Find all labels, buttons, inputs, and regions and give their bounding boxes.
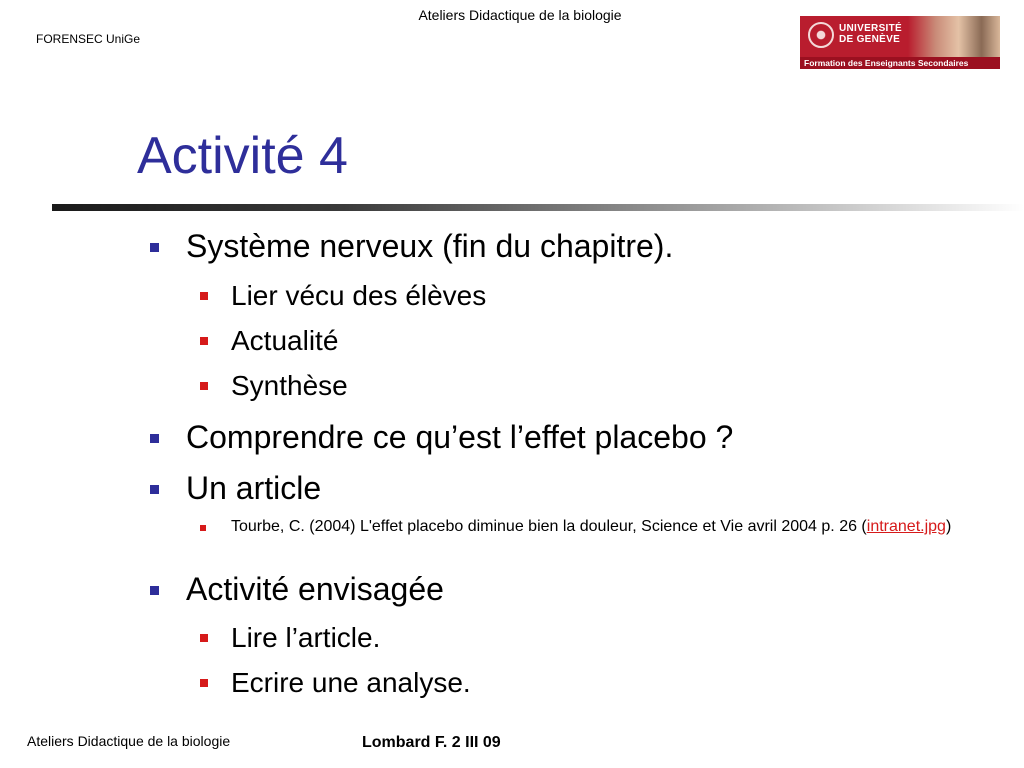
reference-text: Tourbe, C. (2004) L'effet placebo diminue bien la douleur, Science et Vie avril 2004 p. 26 ( [231, 518, 867, 535]
bullet-square-icon [150, 586, 159, 595]
header-title: Ateliers Didactique de la biologie [418, 7, 622, 23]
footer-author-date: Lombard F. 2 III 09 [362, 734, 501, 751]
bullet-text: Lier vécu des élèves [231, 280, 487, 311]
bullet-text: Ecrire une analyse. [231, 667, 471, 698]
bullet-square-icon [200, 634, 208, 642]
bullet-text: Système nerveux (fin du chapitre). [186, 228, 674, 264]
sub-bullet-item [231, 280, 486, 312]
university-logo [800, 16, 1000, 69]
bullet-square-icon [150, 485, 159, 494]
reference-text-end: ) [945, 518, 952, 535]
bullet-square-icon [200, 337, 208, 345]
bullet-square-icon [200, 382, 208, 390]
bullet-square-icon [200, 679, 208, 687]
logo-name [839, 23, 902, 45]
bullet-text: Lire l’article. [231, 622, 381, 653]
footer-course-title: Ateliers Didactique de la biologie [27, 733, 231, 749]
bullet-square-icon [150, 434, 159, 443]
sub-bullet-item [231, 667, 471, 699]
bullet-square-icon [150, 243, 159, 252]
bullet-text: Synthèse [231, 370, 348, 401]
sub-bullet-item [231, 325, 338, 357]
sub-bullet-item [231, 370, 348, 402]
bullet-square-icon [200, 525, 206, 531]
bullet-square-icon [200, 292, 208, 300]
university-emblem-icon [808, 22, 834, 48]
bullet-text: Actualité [231, 325, 339, 356]
bullet-item [186, 571, 444, 607]
bullet-item [186, 419, 733, 455]
header-course-label: FORENSEC UniGe [36, 32, 141, 46]
sub-bullet-item [231, 622, 380, 654]
bullet-text: Comprendre ce qu’est l’effet placebo ? [186, 419, 734, 455]
title-divider [52, 204, 1024, 211]
intranet-link[interactable]: intranet.jpg [866, 518, 946, 535]
logo-name-line1: UNIVERSITÉ [839, 23, 903, 34]
bullet-text: Un article [186, 470, 322, 506]
logo-name-line2: DE GENÈVE [839, 34, 901, 45]
bullet-text: Activité envisagée [186, 571, 444, 607]
logo-band: Formation des Enseignants Secondaires [800, 57, 1000, 69]
reference-item [231, 517, 1001, 537]
bullet-item [186, 470, 321, 506]
slide-title: Activité 4 [137, 127, 348, 185]
bullet-item [186, 228, 673, 264]
